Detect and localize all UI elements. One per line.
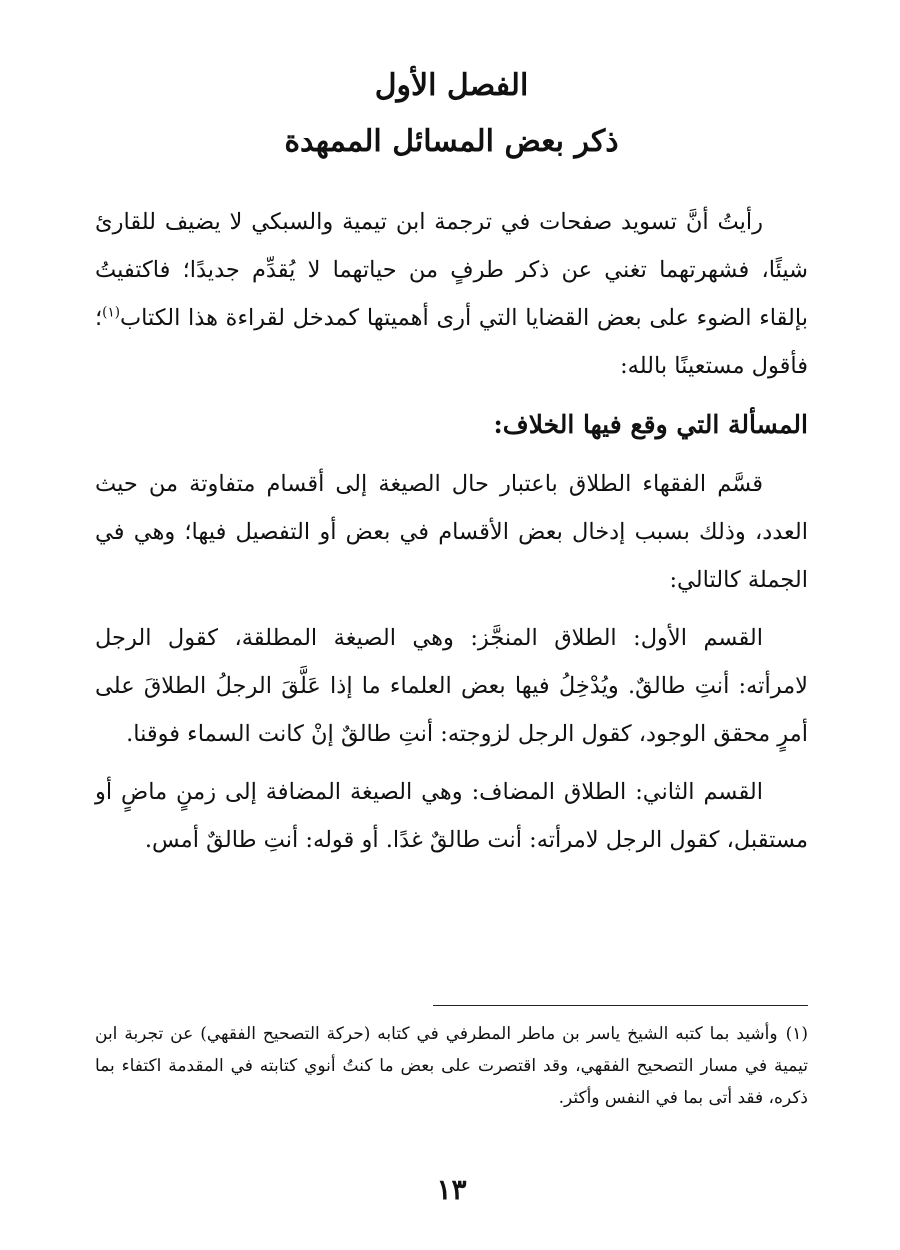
body-paragraph: القسم الثاني: الطلاق المضاف: وهي الصيغة المضافة إلى زمنٍ ماضٍ أو مستقبل، كقول الرجل لامرأته: أنت طالقٌ غدًا. أو قوله: أنتِ طالقٌ أمس.	[95, 779, 808, 853]
footnote-reference[interactable]: (١)	[102, 304, 120, 321]
footnote	[95, 1018, 808, 1114]
intro-paragraph	[95, 198, 808, 390]
body-paragraph: قسَّم الفقهاء الطلاق باعتبار حال الصيغة إلى أقسام متفاوتة من حيث العدد، وذلك بسبب إدخال بعض الأقسام في بعض أو التفصيل فيها؛ وهي في الجملة كالتالي:	[95, 471, 808, 593]
intro-text: رأيتُ أنَّ تسويد صفحات في ترجمة ابن تيمية والسبكي لا يضيف للقارئ شيئًا، فشهرتهما تغني عن ذكر طرفٍ من حياتهما لا يُقدِّم جديدًا؛ فاكتفيتُ بإلقاء الضوء على بعض القضايا التي أرى أهميتها كمدخل لقراءة هذا الكتاب	[95, 209, 808, 331]
book-page	[95, 60, 808, 1210]
page-number: ١٣	[436, 1173, 467, 1206]
chapter-title: الفصل الأول	[374, 68, 529, 103]
footnote-text: وأشيد بما كتبه الشيخ ياسر بن ماطر المطرفي في كتابه (حركة التصحيح الفقهي) عن تجربة ابن تيمية في مسار التصحيح الفقهي، وقد اقتصرت على بعض ما كنتُ أنوي كتابته في المقدمة اكتفاء بما ذكره، فقد أتى بما في النفس وأكثر.	[95, 1024, 808, 1108]
body-paragraph: القسم الأول: الطلاق المنجَّز: وهي الصيغة المطلقة، كقول الرجل لامرأته: أنتِ طالقٌ. ويُدْخِلُ فيها بعض العلماء ما إذا عَلَّقَ الرجلُ الطلاقَ على أمرٍ محقق الوجود، كقول الرجل لزوجته: أنتِ طالقٌ إنْ كانت السماء فوقنا.	[95, 625, 808, 747]
footnote-divider	[433, 1005, 808, 1006]
footnote-number: (١)	[785, 1024, 808, 1044]
chapter-subtitle: ذكر بعض المسائل الممهدة	[284, 124, 619, 159]
section-heading: المسألة التي وقع فيها الخلاف:	[493, 410, 808, 439]
intro-text-end: ؛ فأقول مستعينًا بالله:	[95, 305, 808, 379]
